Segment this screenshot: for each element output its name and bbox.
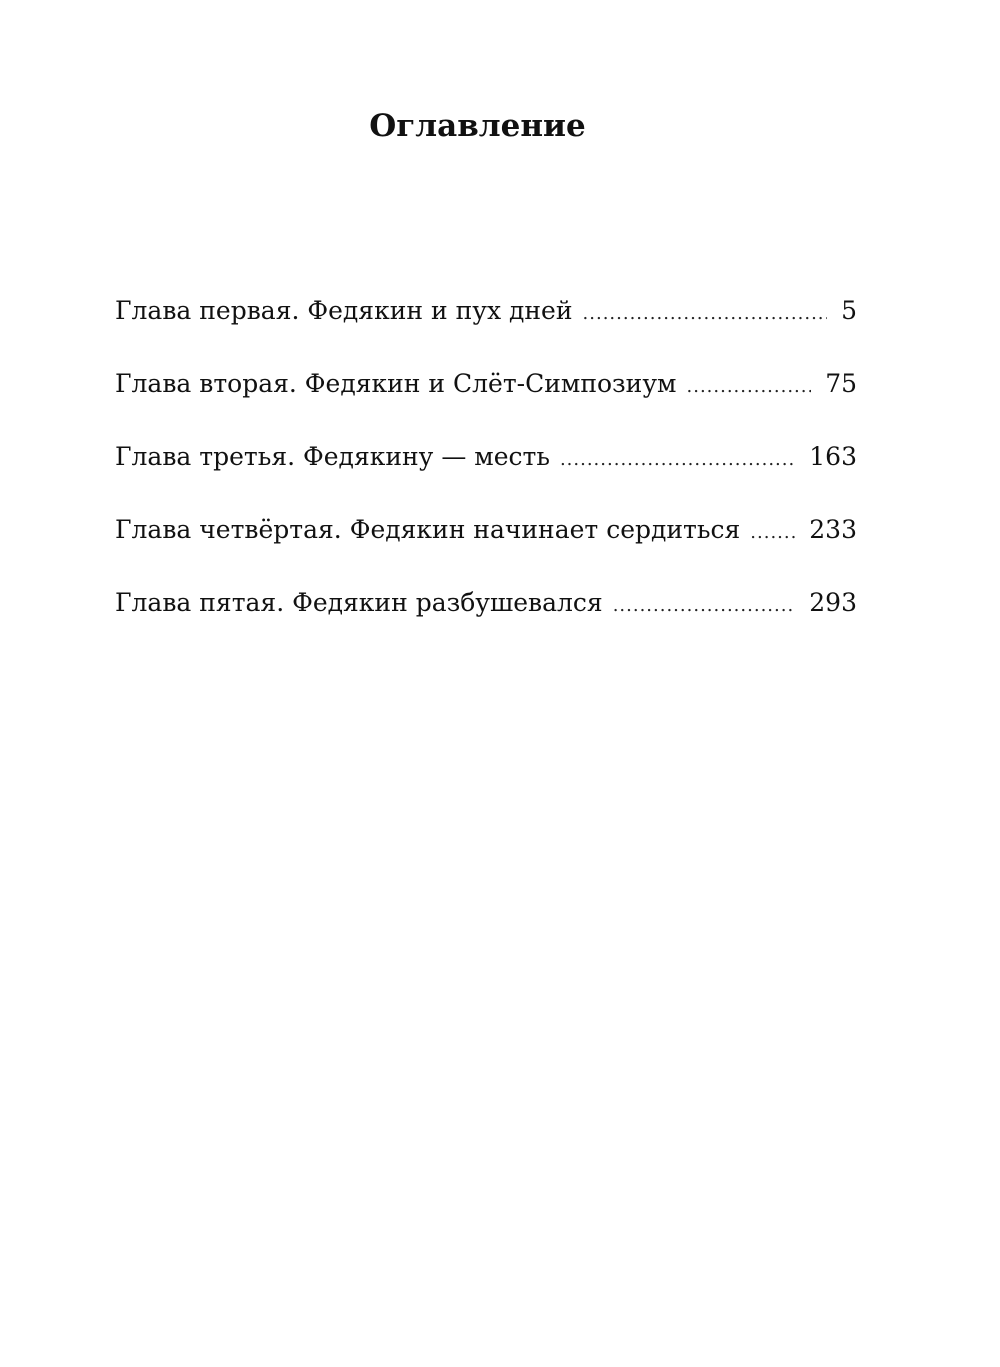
toc-entry	[115, 292, 857, 365]
toc-entry-title: Глава четвёртая. Федякин начинает сердиться	[115, 515, 741, 544]
toc-entry	[115, 584, 857, 657]
dot-leader	[583, 295, 828, 333]
page-title: Оглавление	[369, 108, 586, 144]
toc-entry-page: 233	[809, 515, 857, 544]
toc-entry-page: 75	[825, 369, 857, 398]
toc-entry-title: Глава первая. Федякин и пух дней	[115, 296, 573, 325]
toc-entry-page: 293	[809, 588, 857, 617]
table-of-contents	[115, 292, 857, 657]
toc-entry-page: 163	[809, 442, 857, 471]
toc-entry	[115, 438, 857, 511]
dot-leader	[613, 587, 796, 625]
toc-entry-page: 5	[841, 296, 857, 325]
toc-entry	[115, 365, 857, 438]
dot-leader	[560, 441, 795, 479]
dot-leader	[750, 514, 795, 552]
toc-entry	[115, 511, 857, 584]
toc-entry-title: Глава третья. Федякину — месть	[115, 442, 550, 471]
toc-entry-title: Глава пятая. Федякин разбушевался	[115, 588, 603, 617]
dot-leader	[687, 368, 812, 406]
toc-entry-title: Глава вторая. Федякин и Слёт-Симпозиум	[115, 369, 677, 398]
